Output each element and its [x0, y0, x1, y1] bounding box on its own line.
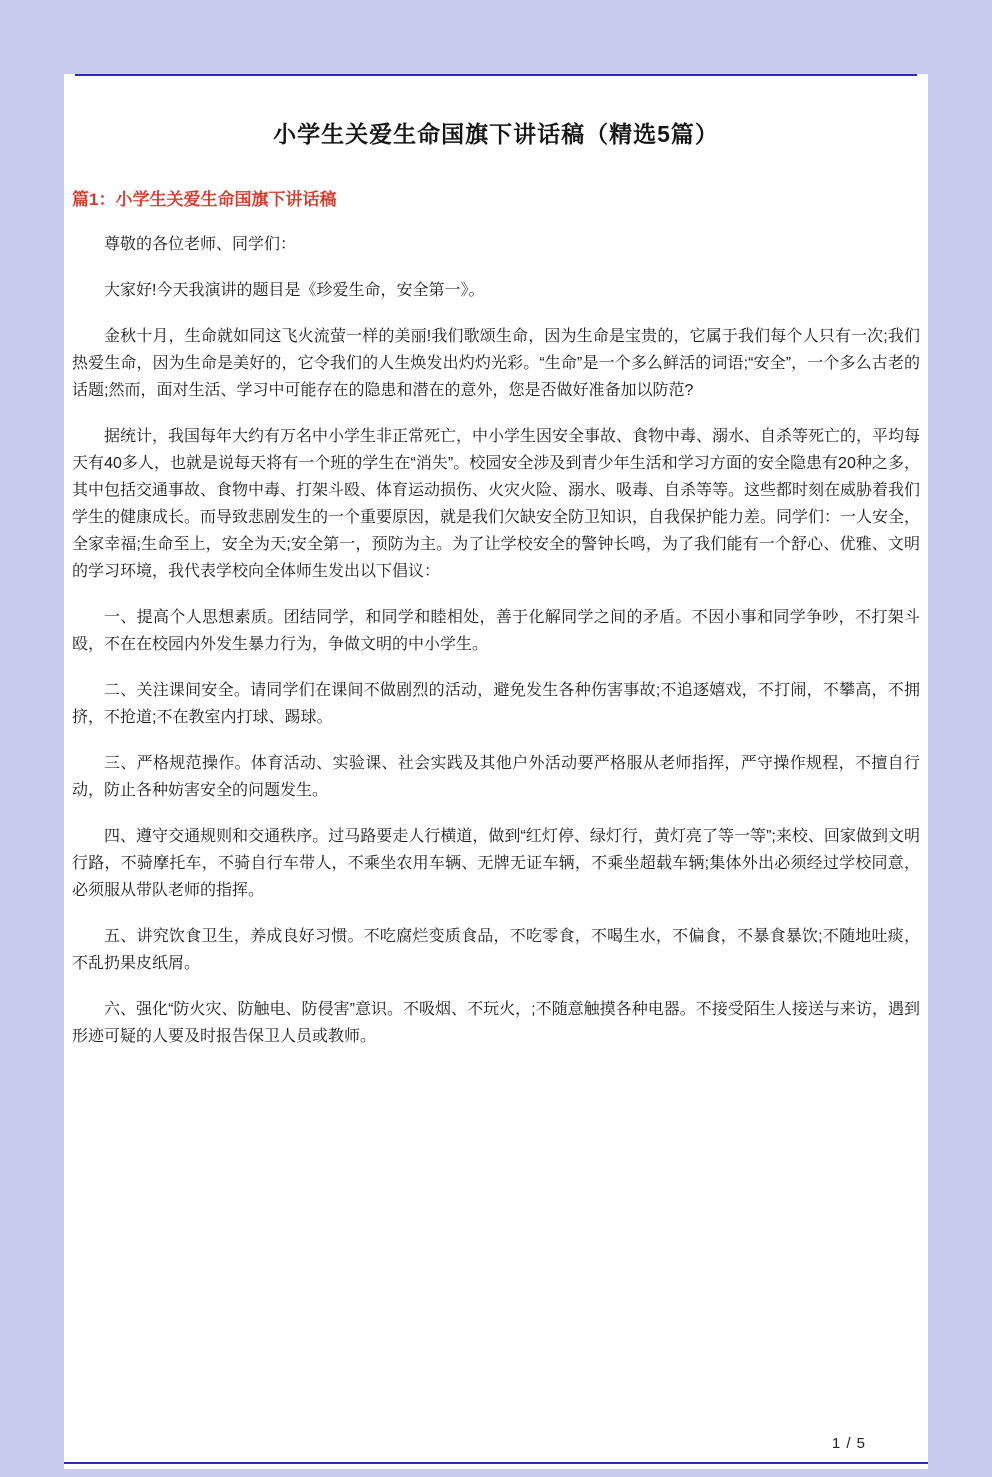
paragraph-item-1: 一、提高个人思想素质。团结同学，和同学和睦相处，善于化解同学之间的矛盾。不因小事和同学争吵，不打架斗殴，不在在校园内外发生暴力行为，争做文明的中小学生。	[72, 609, 920, 653]
section-heading: 篇1：小学生关爱生命国旗下讲话稿	[72, 190, 337, 209]
paragraph-item-2: 二、关注课间安全。请同学们在课间不做剧烈的活动，避免发生各种伤害事故;不追逐嬉戏，不打闹，不攀高，不拥挤，不抢道;不在教室内打球、踢球。	[72, 682, 920, 726]
top-divider	[75, 74, 917, 76]
document-body	[72, 231, 920, 1050]
paragraph-item-6: 六、强化“防火灾、防触电、防侵害”意识。不吸烟、不玩火，;不随意触摸各种电器。不接受陌生人接送与来访，遇到形迹可疑的人要及时报告保卫人员或教师。	[72, 1001, 920, 1045]
paragraph-item-5: 五、讲究饮食卫生，养成良好习惯。不吃腐烂变质食品，不吃零食，不喝生水，不偏食，不暴食暴饮;不随地吐痰，不乱扔果皮纸屑。	[72, 928, 920, 972]
paragraph-salutation: 尊敬的各位老师、同学们：	[104, 236, 297, 253]
document-title: 小学生关爱生命国旗下讲话稿（精选5篇）	[273, 121, 719, 147]
bottom-divider	[64, 1462, 928, 1464]
paragraph-statistics: 据统计，我国每年大约有万名中小学生非正常死亡，中小学生因安全事故、食物中毒、溺水、自杀等死亡的，平均每天有40多人，也就是说每天将有一个班的学生在“消失”。校园安全涉及到青少年生活和学习方面的安全隐患有20种之多，其中包括交通事故、食物中毒、打架斗殴、体育运动损伤、火灾火险、溺水、吸毒、自杀等等。这些都时刻在威胁着我们学生的健康成长。而导致悲剧发生的一个重要原因，就是我们欠缺安全防卫知识，自我保护能力差。同学们：一人安全，全家幸福;生命至上，安全为天;安全第一，预防为主。为了让学校安全的警钟长鸣，为了我们能有一个舒心、优雅、文明的学习环境，我代表学校向全体师生发出以下倡议：	[72, 428, 921, 580]
paragraph-item-4: 四、遵守交通规则和交通秩序。过马路要走人行横道，做到“红灯停、绿灯行，黄灯亮了等一等”;来校、回家做到文明行路，不骑摩托车，不骑自行车带人，不乘坐农用车辆、无牌无证车辆，不乘坐超载车辆;集体外出必须经过学校同意，必须服从带队老师的指挥。	[72, 828, 920, 899]
page-number: 1 / 5	[831, 1435, 866, 1452]
paragraph-intro: 金秋十月，生命就如同这飞火流萤一样的美丽!我们歌颂生命，因为生命是宝贵的，它属于我们每个人只有一次;我们热爱生命，因为生命是美好的，它令我们的人生焕发出灼灼光彩。“生命”是一个多么鲜活的词语;“安全”，一个多么古老的话题;然而，面对生活、学习中可能存在的隐患和潜在的意外，您是否做好准备加以防范?	[72, 328, 920, 399]
paragraph-item-3: 三、严格规范操作。体育活动、实验课、社会实践及其他户外活动要严格服从老师指挥，严守操作规程，不擅自行动，防止各种妨害安全的问题发生。	[72, 755, 920, 799]
paragraph-opening: 大家好!今天我演讲的题目是《珍爱生命，安全第一》。	[104, 282, 485, 299]
document-page	[64, 74, 928, 1469]
